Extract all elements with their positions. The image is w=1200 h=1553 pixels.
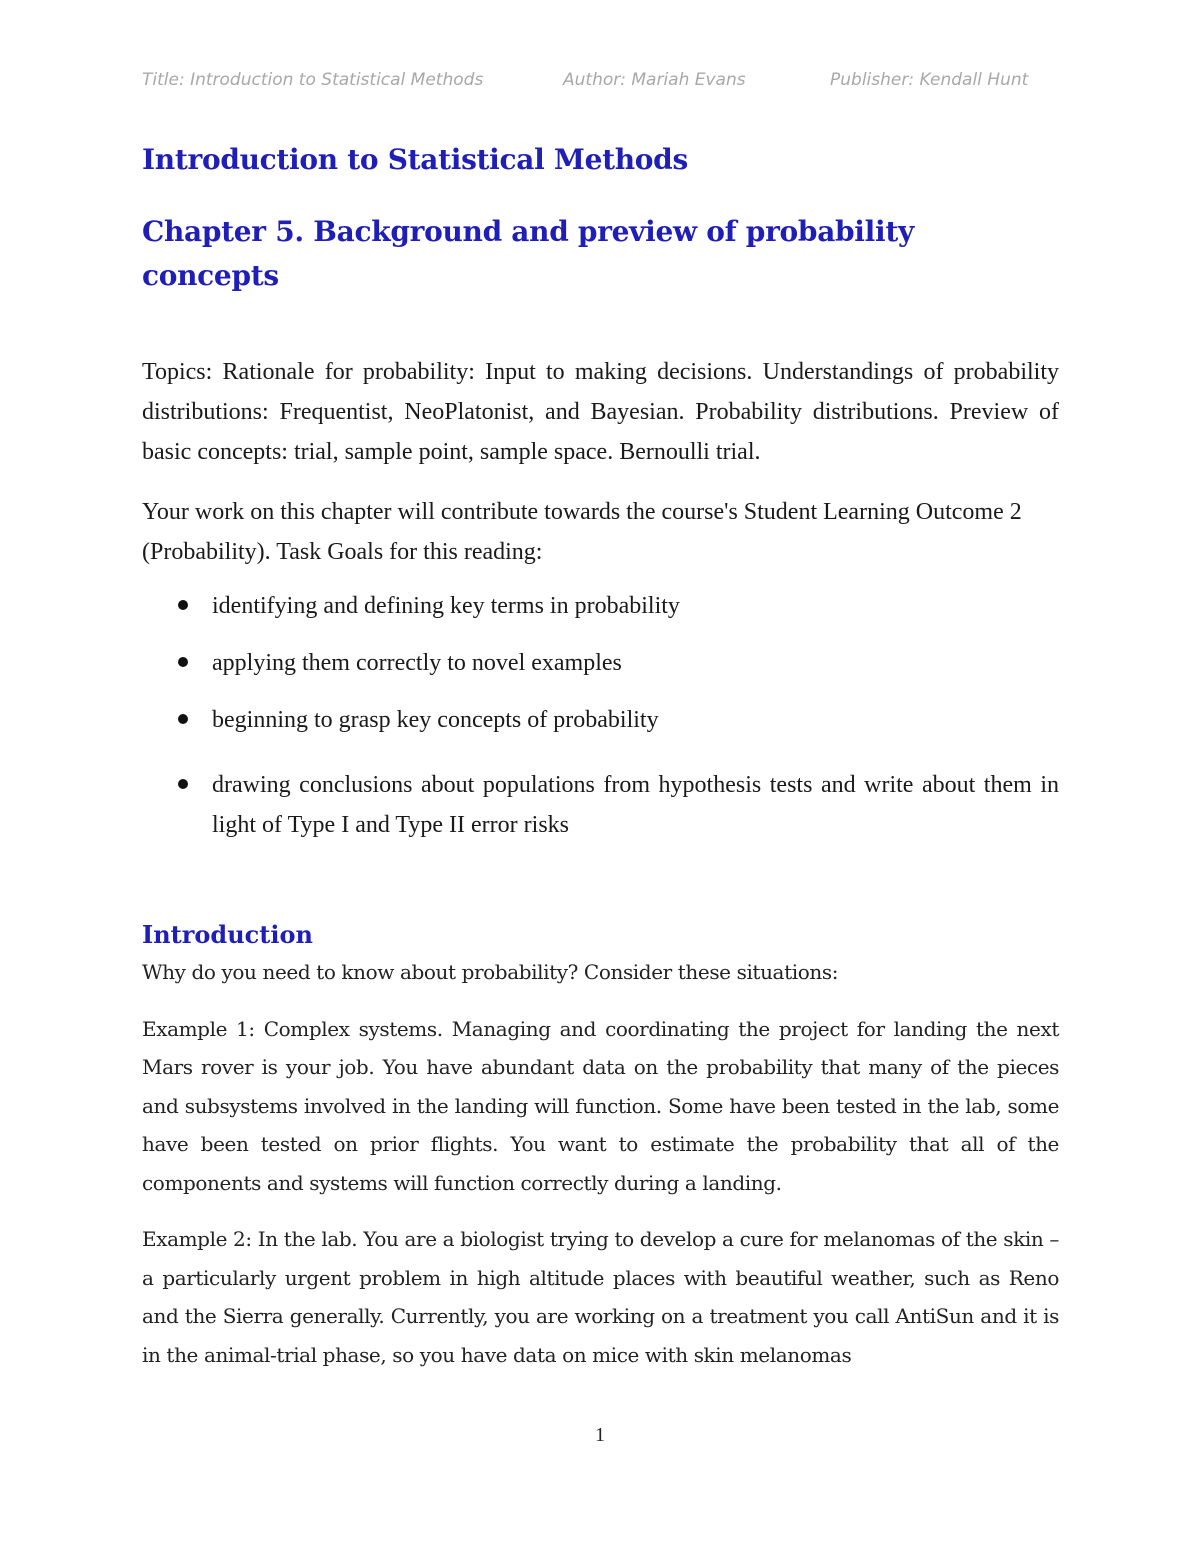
running-header: [142, 70, 1062, 96]
bullet-icon: [178, 714, 188, 724]
header-publisher: Publisher: Kendall Hunt: [830, 70, 1029, 90]
chapter-title: Chapter 5. Background and preview of probability concepts: [142, 215, 914, 292]
goal-text: beginning to grasp key concepts of probability: [212, 707, 659, 733]
learning-outcome-paragraph: Your work on this chapter will contribute towards the course's Student Learning Outcome 2 (Probability). Task Goals for this reading:: [142, 499, 1022, 565]
bullet-icon: [178, 779, 188, 789]
header-title: Title: Introduction to Statistical Methods: [142, 70, 484, 90]
book-title: Introduction to Statistical Methods: [142, 143, 688, 176]
task-goals-list: [142, 586, 1059, 845]
page-number: 1: [595, 1424, 605, 1446]
example-1-paragraph: Example 1: Complex systems. Managing and coordinating the project for landing the next Mars rover is your job. You have abundant data on the probability that many of the pieces and subsystems involved in the landing will function. Some have been tested in the lab, some have been tested on prior flights. You want to estimate the probability that all of the components and systems will function correctly during a landing.: [142, 1016, 1059, 1195]
list-item: [142, 586, 1059, 626]
page-content: [142, 138, 1059, 1374]
goal-text: drawing conclusions about populations from hypothesis tests and write about them in light of Type I and Type II error risks: [212, 772, 1059, 838]
bullet-icon: [178, 657, 188, 667]
list-item: [142, 765, 1059, 845]
section-heading-introduction: Introduction: [142, 920, 313, 949]
list-item: [142, 700, 1059, 740]
header-author: Author: Mariah Evans: [563, 70, 746, 90]
list-item: [142, 643, 1059, 683]
topics-paragraph: Topics: Rationale for probability: Input to making decisions. Understandings of probability distributions: Frequentist, NeoPlatonist, and Bayesian. Probability distributions. Preview of basic concepts: trial, sample point, sample space. Bernoulli trial.: [142, 359, 1059, 465]
introduction-lead: Why do you need to know about probability? Consider these situations:: [142, 960, 839, 984]
goal-text: identifying and defining key terms in probability: [212, 593, 680, 619]
goal-text: applying them correctly to novel examples: [212, 650, 622, 676]
bullet-icon: [178, 600, 188, 610]
example-2-paragraph: Example 2: In the lab. You are a biologist trying to develop a cure for melanomas of the skin – a particularly urgent problem in high altitude places with beautiful weather, such as Reno and the Sierra generally. Currently, you are working on a treatment you call AntiSun and it is in the animal-trial phase, so you have data on mice with skin melanomas: [142, 1227, 1059, 1367]
